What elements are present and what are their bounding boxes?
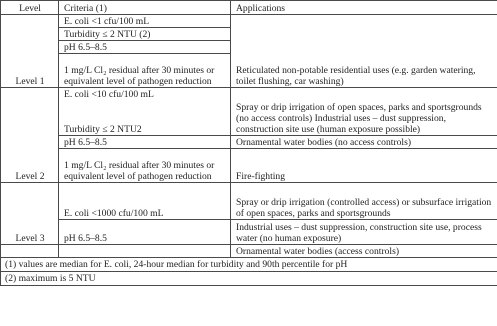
level-2-application: Spray or drip irrigation of open spaces, parks and sportsgrounds (no access controls) Industrial uses – dust suppression, construction site use (human exposure possible) xyxy=(231,88,497,136)
level-3-empty-level xyxy=(1,245,59,258)
table-row xyxy=(1,15,497,28)
table-row xyxy=(1,183,497,220)
level-3-label: Level 3 xyxy=(1,183,59,245)
level-2-application: Fire-fighting xyxy=(231,149,497,183)
table-row xyxy=(1,149,497,183)
level-3-application: Spray or drip irrigation (controlled access) or subsurface irrigation of open spaces, parks and sportsgrounds xyxy=(231,183,497,220)
level-1-criterion: 1 mg/L Cl₂ residual after 30 minutes or equivalent level of pathogen reduction xyxy=(59,54,231,88)
level-3-application: Industrial uses – dust suppression, construction site use, process water (no human exposure) xyxy=(231,220,497,245)
level-2-criterion: 1 mg/L Cl₂ residual after 30 minutes or equivalent level of pathogen reduction xyxy=(59,149,231,183)
header-level: Level xyxy=(1,1,59,15)
level-2-application: Ornamental water bodies (no access controls) xyxy=(231,136,497,149)
table-row xyxy=(1,220,497,245)
header-row xyxy=(1,1,497,15)
footnote-1: (1) values are median for E. coli, 24-hour median for turbidity and 90th percentile for pH xyxy=(1,258,497,272)
level-2-criterion xyxy=(59,88,231,136)
table-row xyxy=(1,245,497,258)
level-1-criterion: E. coli <1 cfu/100 mL xyxy=(59,15,231,28)
level-1-label: Level 1 xyxy=(1,15,59,88)
level-3-empty-criterion xyxy=(59,245,231,258)
footnote-2: (2) maximum is 5 NTU xyxy=(1,272,497,286)
level-2-label: Level 2 xyxy=(1,88,59,183)
level-3-application: Ornamental water bodies (access controls) xyxy=(231,245,497,258)
note-row xyxy=(1,272,497,286)
note-row xyxy=(1,258,497,272)
level-1-application: Reticulated non-potable residential uses (e.g. garden watering, toilet flushing, car washing) xyxy=(231,15,497,88)
table-row xyxy=(1,136,497,149)
level-1-criterion: Turbidity ≤ 2 NTU (2) xyxy=(59,28,231,41)
level-3-criterion: pH 6.5–8.5 xyxy=(59,220,231,245)
header-applications: Applications xyxy=(231,1,497,15)
table-row xyxy=(1,88,497,136)
level-3-criterion: E. coli <1000 cfu/100 mL xyxy=(59,183,231,220)
header-criteria: Criteria (1) xyxy=(59,1,231,15)
level-2-criterion: pH 6.5–8.5 xyxy=(59,136,231,149)
level-2-criterion-ecoli: E. coli <10 cfu/100 mL xyxy=(64,89,154,100)
level-2-criterion-turbidity: Turbidity ≤ 2 NTU2 xyxy=(64,124,142,135)
level-1-criterion: pH 6.5–8.5 xyxy=(59,41,231,54)
